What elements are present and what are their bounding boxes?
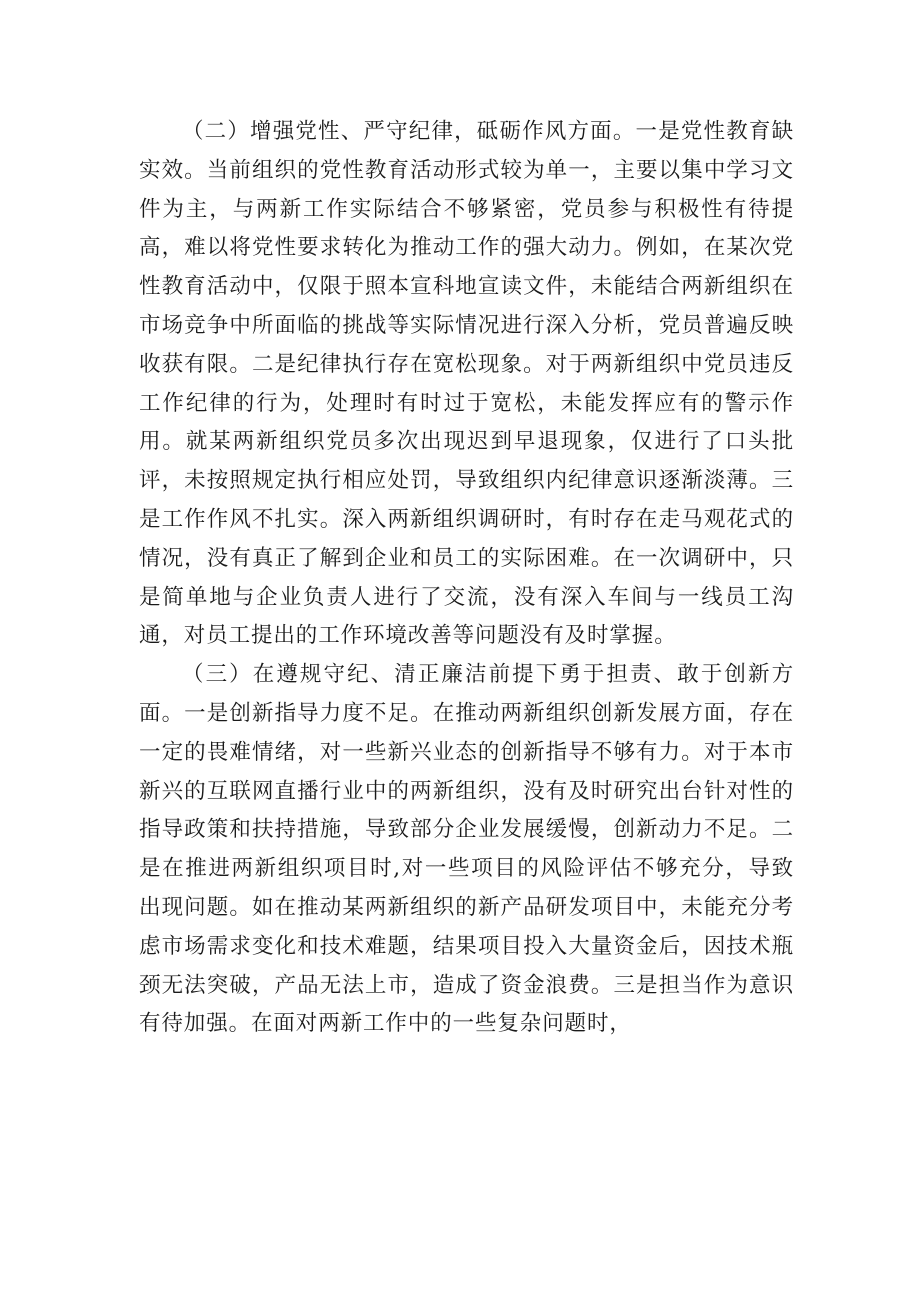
paragraph-section-2: （二）增强党性、严守纪律，砥砺作风方面。一是党性教育缺实效。当前组织的党性教育活动形式较为单一，主要以集中学习文件为主，与两新工作实际结合不够紧密，党员参与积极性有待提高，难以将党性要求转化为推动工作的强大动力。例如，在某次党性教育活动中，仅限于照本宣科地宣读文件，未能结合两新组织在市场竞争中所面临的挑战等实际情况进行深入分析，党员普遍反映收获有限。二是纪律执行存在宽松现象。对于两新组织中党员违反工作纪律的行为，处理时有时过于宽松，未能发挥应有的警示作用。就某两新组织党员多次出现迟到早退现象，仅进行了口头批评，未按照规定执行相应处罚，导致组织内纪律意识逐渐淡薄。三是工作作风不扎实。深入两新组织调研时，有时存在走马观花式的情况，没有真正了解到企业和员工的实际困难。在一次调研中，只是简单地与企业负责人进行了交流，没有深入车间与一线员工沟通，对员工提出的工作环境改善等问题没有及时掌握。 bbox=[139, 119, 794, 649]
paragraph-section-3: （三）在遵规守纪、清正廉洁前提下勇于担责、敢于创新方面。一是创新指导力度不足。在推动两新组织创新发展方面，存在一定的畏难情绪，对一些新兴业态的创新指导不够有力。对于本市新兴的互联网直播行业中的两新组织，没有及时研究出台针对性的指导政策和扶持措施，导致部分企业发展缓慢，创新动力不足。二是在推进两新组织项目时,对一些项目的风险评估不够充分，导致出现问题。如在推动某两新组织的新产品研发项目中，未能充分考虑市场需求变化和技术难题，结果项目投入大量资金后，因技术瓶颈无法突破，产品无法上市，造成了资金浪费。三是担当作为意识有待加强。在面对两新工作中的一些复杂问题时， bbox=[139, 662, 794, 1037]
document-body bbox=[139, 113, 794, 1044]
